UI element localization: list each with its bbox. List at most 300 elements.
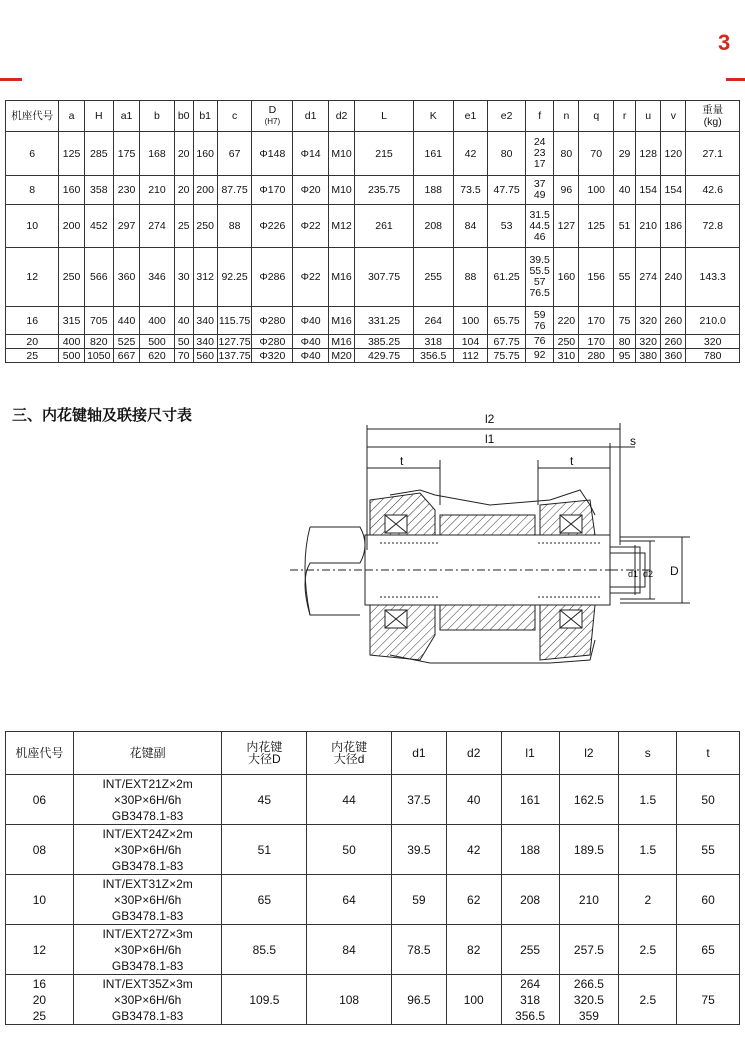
table-cell-u: 274 xyxy=(636,248,661,307)
table-row xyxy=(6,775,740,825)
table-cell-K: 208 xyxy=(413,205,453,248)
table-cell-line: 76.5 xyxy=(529,287,550,299)
table-cell-c: 88 xyxy=(217,205,252,248)
table-cell-s: 2.5 xyxy=(619,925,677,975)
table-cell-b1: 200 xyxy=(193,176,217,205)
table-cell-u: 380 xyxy=(636,349,661,363)
table-cell-n: 127 xyxy=(554,205,579,248)
table-cell-e2: 67.75 xyxy=(488,335,526,349)
table-cell-e1: 104 xyxy=(453,335,488,349)
table-cell-line: 49 xyxy=(533,189,546,201)
table-cell-line: 359 xyxy=(578,1008,599,1023)
table-cell-d1: Φ20 xyxy=(293,176,329,205)
table-cell-u: 320 xyxy=(636,335,661,349)
table-cell-d1: 78.5 xyxy=(391,925,446,975)
table-cell-K: 161 xyxy=(413,132,453,176)
table-cell-D: 51 xyxy=(222,825,307,875)
table-cell-D: Φ286 xyxy=(252,248,293,307)
table-cell-d2: M16 xyxy=(328,307,354,335)
table-cell-line: 25 xyxy=(32,1008,47,1023)
header-d2: d2 xyxy=(328,101,354,132)
table-cell-q: 280 xyxy=(579,349,614,363)
table-cell-b1: 560 xyxy=(193,349,217,363)
table-cell-v: 154 xyxy=(661,176,686,205)
table-cell-d2: M10 xyxy=(328,176,354,205)
table-cell-D: Φ148 xyxy=(252,132,293,176)
table-cell-spline xyxy=(73,825,222,875)
table-cell-e1: 112 xyxy=(453,349,488,363)
table-cell-e1: 100 xyxy=(453,307,488,335)
table-cell-d1: Φ14 xyxy=(293,132,329,176)
header-a: a xyxy=(59,101,84,132)
table-cell-d2: M10 xyxy=(328,132,354,176)
section-title: 三、内花键轴及联接尺寸表 xyxy=(12,406,193,424)
table-cell-b: 168 xyxy=(140,132,175,176)
table-cell-line: GB3478.1-83 xyxy=(111,908,184,923)
dimension-table xyxy=(5,100,740,363)
table-cell-d1: 37.5 xyxy=(391,775,446,825)
header-t: t xyxy=(677,732,740,775)
table-cell-f xyxy=(526,205,554,248)
dim-label-D: D xyxy=(670,564,679,578)
table-cell-line: 06 xyxy=(32,792,47,807)
table-cell-e2: 75.75 xyxy=(488,349,526,363)
table-cell-r: 80 xyxy=(614,335,636,349)
header-r: r xyxy=(614,101,636,132)
table-cell-w: 72.8 xyxy=(686,205,740,248)
table-cell-line: GB3478.1-83 xyxy=(111,1008,184,1023)
table-cell-d2: 40 xyxy=(446,775,501,825)
table-cell-K: 255 xyxy=(413,248,453,307)
header-L: L xyxy=(355,101,414,132)
table-cell-t: 50 xyxy=(677,775,740,825)
table-cell-q: 156 xyxy=(579,248,614,307)
table-cell-spline xyxy=(73,775,222,825)
table-cell-d1: 59 xyxy=(391,875,446,925)
table-cell-line: 08 xyxy=(32,842,47,857)
table-cell-t: 60 xyxy=(677,875,740,925)
table-cell-a: 400 xyxy=(59,335,84,349)
table-cell-line: INT/EXT31Z×2m xyxy=(102,876,193,891)
table-row xyxy=(6,176,740,205)
table-cell-a1: 667 xyxy=(113,349,139,363)
table-cell-e1: 42 xyxy=(453,132,488,176)
table-cell-n: 96 xyxy=(554,176,579,205)
table-cell-line: ×30P×6H/6h xyxy=(113,942,182,957)
table-cell-H: 1050 xyxy=(84,349,113,363)
table-cell-r: 40 xyxy=(614,176,636,205)
table-cell-b0: 70 xyxy=(174,349,193,363)
table-cell-d2: M16 xyxy=(328,335,354,349)
table-cell-line: 12 xyxy=(32,942,47,957)
table-cell-c: 67 xyxy=(217,132,252,176)
table-cell-a1: 175 xyxy=(113,132,139,176)
table-cell-b: 500 xyxy=(140,335,175,349)
header-e1: e1 xyxy=(453,101,488,132)
table-cell-w: 210.0 xyxy=(686,307,740,335)
table-cell-u: 128 xyxy=(636,132,661,176)
table-cell-n: 250 xyxy=(554,335,579,349)
header-d1: d1 xyxy=(391,732,446,775)
table-cell-d2: M16 xyxy=(328,248,354,307)
spline-table xyxy=(5,731,740,1025)
table-cell-l2 xyxy=(559,875,619,925)
table-cell-q: 100 xyxy=(579,176,614,205)
table-cell-line: INT/EXT27Z×3m xyxy=(102,926,193,941)
table-cell-line: 55.5 xyxy=(529,265,550,277)
table-cell-K: 264 xyxy=(413,307,453,335)
table-cell-code xyxy=(6,925,74,975)
table-cell-v: 240 xyxy=(661,248,686,307)
table-cell-c: 127.75 xyxy=(218,335,251,348)
table-cell-line: 24 xyxy=(533,136,546,148)
table-cell-n: 160 xyxy=(554,248,579,307)
table-cell-r: 29 xyxy=(614,132,636,176)
table-cell-b: 346 xyxy=(140,248,175,307)
table-cell-u: 154 xyxy=(636,176,661,205)
table-cell-d2: 100 xyxy=(446,975,501,1025)
table-cell-line: 161 xyxy=(520,792,541,807)
table-row xyxy=(6,248,740,307)
table-cell-line: 44.5 xyxy=(529,219,550,232)
table-cell-D: Φ280 xyxy=(252,335,293,349)
header-major-d: 内花键 大径d xyxy=(307,732,392,775)
table-cell-a1: 525 xyxy=(113,335,139,349)
header-l1: l1 xyxy=(501,732,559,775)
table-cell-line: 31.5 xyxy=(529,208,550,221)
table-cell-b0: 20 xyxy=(174,176,193,205)
table-cell-w: 780 xyxy=(686,349,740,363)
table-cell-D: 45 xyxy=(222,775,307,825)
table-row xyxy=(6,975,740,1025)
header-code: 机座代号 xyxy=(6,732,74,775)
table-cell-line: 320.5 xyxy=(573,992,604,1007)
table-cell-u: 210 xyxy=(636,205,661,248)
table-cell-line: 264 xyxy=(520,976,541,991)
table-cell-line: 257.5 xyxy=(573,942,604,957)
table-cell-b0: 50 xyxy=(174,335,193,349)
table-cell-spline xyxy=(73,975,222,1025)
table-cell-line: 10 xyxy=(32,892,47,907)
table-cell-n: 310 xyxy=(554,349,579,363)
table-cell-l2 xyxy=(559,925,619,975)
table-cell-s: 2 xyxy=(619,875,677,925)
table-cell-c: 92.25 xyxy=(217,248,252,307)
table-cell-line: 318 xyxy=(520,992,541,1007)
table-row xyxy=(6,132,740,176)
table-cell-spline xyxy=(73,875,222,925)
table-cell-q: 70 xyxy=(579,132,614,176)
table-cell-line: 17 xyxy=(533,158,546,170)
header-q: q xyxy=(579,101,614,132)
table-cell-H: 358 xyxy=(84,176,113,205)
table-cell-n: 220 xyxy=(554,307,579,335)
table-cell-d2: M20 xyxy=(328,349,354,363)
table-cell-a: 315 xyxy=(59,307,84,335)
table-cell-t: 55 xyxy=(677,825,740,875)
table-cell-v: 260 xyxy=(661,335,686,349)
table-cell-D: Φ280 xyxy=(252,307,293,335)
table-cell-D: Φ170 xyxy=(252,176,293,205)
table-cell-code: 25 xyxy=(6,349,59,363)
table-cell-e2: 65.75 xyxy=(488,307,526,335)
table-cell-w: 143.3 xyxy=(686,248,740,307)
table-cell-line: INT/EXT21Z×2m xyxy=(102,776,193,791)
table-cell-line: INT/EXT35Z×3m xyxy=(102,976,193,991)
header-code: 机座代号 xyxy=(6,101,59,132)
table-cell-H: 705 xyxy=(84,307,113,335)
table-cell-code xyxy=(6,875,74,925)
table-cell-l1 xyxy=(501,825,559,875)
header-u: u xyxy=(636,101,661,132)
table-cell-r: 75 xyxy=(614,307,636,335)
table-cell-line: GB3478.1-83 xyxy=(111,858,184,873)
table-cell-e1: 73.5 xyxy=(453,176,488,205)
table-cell-H: 820 xyxy=(84,335,113,349)
dim-label-s: s xyxy=(630,434,636,448)
table-cell-line: 16 xyxy=(32,976,47,991)
table-cell-L: 235.75 xyxy=(355,176,414,205)
table-cell-b0: 25 xyxy=(174,205,193,248)
header-l2: l2 xyxy=(559,732,619,775)
table-cell-s: 2.5 xyxy=(619,975,677,1025)
dim-label-d1: d1 xyxy=(628,569,639,579)
table-cell-l1 xyxy=(501,925,559,975)
table-cell-f xyxy=(526,349,554,363)
header-n: n xyxy=(554,101,579,132)
table-cell-code xyxy=(6,825,74,875)
table-cell-d2: 42 xyxy=(446,825,501,875)
table-cell-K: 318 xyxy=(413,335,453,349)
table-cell-D: Φ320 xyxy=(252,349,293,363)
table-cell-q: 125 xyxy=(579,205,614,248)
table-cell-w: 320 xyxy=(686,335,740,349)
table-cell-a1: 297 xyxy=(113,205,139,248)
table-row xyxy=(6,205,740,248)
table-cell-b: 400 xyxy=(140,307,175,335)
table-cell-D: 85.5 xyxy=(222,925,307,975)
table-cell-line: 23 xyxy=(533,147,546,159)
table-cell-e2: 47.75 xyxy=(488,176,526,205)
header-major-D: 内花键 大径D xyxy=(222,732,307,775)
table-cell-a1: 440 xyxy=(113,307,139,335)
table-cell-r: 95 xyxy=(614,349,636,363)
table-cell-d: 50 xyxy=(307,825,392,875)
header-v: v xyxy=(661,101,686,132)
table-cell-q: 170 xyxy=(579,307,614,335)
table-cell-d1: 96.5 xyxy=(391,975,446,1025)
table-cell-c: 115.75 xyxy=(217,307,252,335)
table-row xyxy=(6,307,740,335)
table-cell-a: 160 xyxy=(59,176,84,205)
table-cell-a: 250 xyxy=(59,248,84,307)
table-cell-f xyxy=(526,176,554,205)
table-cell-a: 500 xyxy=(59,349,84,363)
table-cell-code xyxy=(6,975,74,1025)
table-cell-r: 51 xyxy=(614,205,636,248)
table-cell-line: 255 xyxy=(520,942,541,957)
table-cell-K: 356.5 xyxy=(413,349,453,363)
header-D: D (H7) xyxy=(252,101,293,132)
table-row xyxy=(6,349,740,363)
table-cell-line: ×30P×6H/6h xyxy=(113,792,182,807)
table-cell-L: 385.25 xyxy=(355,335,414,349)
table-cell-line: 37 xyxy=(533,178,546,190)
table-cell-D: Φ226 xyxy=(252,205,293,248)
table-cell-d1: Φ22 xyxy=(293,248,329,307)
table-cell-line: 266.5 xyxy=(573,976,604,991)
table-cell-a1: 360 xyxy=(113,248,139,307)
table-cell-d1: Φ40 xyxy=(293,307,329,335)
table-cell-d1: Φ22 xyxy=(293,205,329,248)
table-header-row xyxy=(6,101,740,132)
table-cell-d1: 39.5 xyxy=(391,825,446,875)
table-cell-line: 92 xyxy=(533,349,546,361)
table-cell-L: 331.25 xyxy=(355,307,414,335)
table-cell-b: 620 xyxy=(140,349,175,363)
table-cell-b0: 40 xyxy=(174,307,193,335)
dim-label-t-left: t xyxy=(400,454,404,468)
table-cell-line: 59 xyxy=(533,308,546,321)
table-row xyxy=(6,825,740,875)
table-cell-line: ×30P×6H/6h xyxy=(113,842,182,857)
table-cell-f xyxy=(526,307,554,335)
table-cell-f xyxy=(526,248,554,307)
header-K: K xyxy=(413,101,453,132)
table-cell-f xyxy=(526,132,554,176)
table-cell-b1: 340 xyxy=(193,335,217,349)
table-cell-e1: 88 xyxy=(453,248,488,307)
table-cell-e2: 61.25 xyxy=(488,248,526,307)
table-cell-l1 xyxy=(501,775,559,825)
red-corner-mark-right xyxy=(726,78,745,81)
table-cell-L: 307.75 xyxy=(355,248,414,307)
table-cell-l1 xyxy=(501,975,559,1025)
table-cell-v: 360 xyxy=(661,349,686,363)
table-cell-code xyxy=(6,775,74,825)
table-cell-d: 84 xyxy=(307,925,392,975)
table-cell-b: 274 xyxy=(140,205,175,248)
table-cell-L: 429.75 xyxy=(355,349,414,363)
table-cell-line: 189.5 xyxy=(573,842,604,857)
spline-shaft-diagram xyxy=(290,405,710,705)
table-cell-d: 108 xyxy=(307,975,392,1025)
table-cell-d1: Φ40 xyxy=(293,349,329,363)
table-cell-code: 16 xyxy=(6,307,59,335)
table-cell-line: GB3478.1-83 xyxy=(111,808,184,823)
table-cell-v: 186 xyxy=(661,205,686,248)
table-cell-line: GB3478.1-83 xyxy=(111,958,184,973)
dim-label-l1: l1 xyxy=(485,432,495,446)
table-cell-w: 27.1 xyxy=(686,132,740,176)
table-cell-d: 44 xyxy=(307,775,392,825)
header-b1: b1 xyxy=(193,101,217,132)
table-cell-e1: 84 xyxy=(453,205,488,248)
table-cell-r: 55 xyxy=(614,248,636,307)
table-cell-a1: 230 xyxy=(113,176,139,205)
dim-label-t-right: t xyxy=(570,454,574,468)
table-cell-l2 xyxy=(559,975,619,1025)
table-cell-spline xyxy=(73,925,222,975)
header-b0: b0 xyxy=(174,101,193,132)
table-cell-u: 320 xyxy=(636,307,661,335)
table-cell-line: 76 xyxy=(533,319,546,332)
table-cell-L: 215 xyxy=(355,132,414,176)
header-s: s xyxy=(619,732,677,775)
table-cell-D: 109.5 xyxy=(222,975,307,1025)
table-cell-l2 xyxy=(559,775,619,825)
table-cell-line: 57 xyxy=(533,276,546,288)
table-cell-e2: 53 xyxy=(488,205,526,248)
table-header-row xyxy=(6,732,740,775)
table-cell-f xyxy=(526,335,554,349)
page-number: 3 xyxy=(718,30,731,55)
header-b: b xyxy=(140,101,175,132)
table-cell-H: 452 xyxy=(84,205,113,248)
table-cell-d2: 82 xyxy=(446,925,501,975)
table-cell-line: 210 xyxy=(578,892,599,907)
table-cell-H: 566 xyxy=(84,248,113,307)
header-spline: 花键副 xyxy=(73,732,222,775)
table-cell-line: ×30P×6H/6h xyxy=(113,892,182,907)
header-H: H xyxy=(84,101,113,132)
table-cell-a: 125 xyxy=(59,132,84,176)
dim-label-d2: d2 xyxy=(643,569,654,579)
table-cell-c: 87.75 xyxy=(217,176,252,205)
table-cell-l1 xyxy=(501,875,559,925)
dim-label-l2: l2 xyxy=(485,412,495,426)
table-cell-b0: 20 xyxy=(174,132,193,176)
table-cell-line: 162.5 xyxy=(573,792,604,807)
table-cell-line: 20 xyxy=(32,992,47,1007)
table-cell-s: 1.5 xyxy=(619,775,677,825)
table-cell-D: 65 xyxy=(222,875,307,925)
table-cell-w: 42.6 xyxy=(686,176,740,205)
table-cell-line: 46 xyxy=(533,230,546,243)
table-cell-d: 64 xyxy=(307,875,392,925)
table-cell-b0: 30 xyxy=(174,248,193,307)
table-cell-code: 6 xyxy=(6,132,59,176)
table-cell-d2: M12 xyxy=(328,205,354,248)
table-cell-L: 261 xyxy=(355,205,414,248)
table-cell-line: 39.5 xyxy=(529,254,550,266)
table-cell-code: 20 xyxy=(6,335,59,349)
header-a1: a1 xyxy=(113,101,139,132)
table-cell-a: 200 xyxy=(59,205,84,248)
table-cell-line: INT/EXT24Z×2m xyxy=(102,826,193,841)
header-e2: e2 xyxy=(488,101,526,132)
table-cell-line: 356.5 xyxy=(515,1008,546,1023)
table-cell-n: 80 xyxy=(554,132,579,176)
table-cell-t: 75 xyxy=(677,975,740,1025)
table-cell-line: 208 xyxy=(520,892,541,907)
table-cell-t: 65 xyxy=(677,925,740,975)
table-cell-b1: 340 xyxy=(193,307,217,335)
table-cell-line: 188 xyxy=(520,842,541,857)
table-cell-code: 12 xyxy=(6,248,59,307)
table-cell-d1: Φ40 xyxy=(293,335,329,349)
table-cell-b1: 160 xyxy=(193,132,217,176)
table-cell-l2 xyxy=(559,825,619,875)
table-row xyxy=(6,875,740,925)
table-cell-s: 1.5 xyxy=(619,825,677,875)
header-d1: d1 xyxy=(293,101,329,132)
header-weight: 重量 (kg) xyxy=(686,101,740,132)
table-cell-line: 76 xyxy=(533,335,546,347)
table-cell-code: 10 xyxy=(6,205,59,248)
table-cell-b: 210 xyxy=(140,176,175,205)
table-cell-b1: 250 xyxy=(193,205,217,248)
